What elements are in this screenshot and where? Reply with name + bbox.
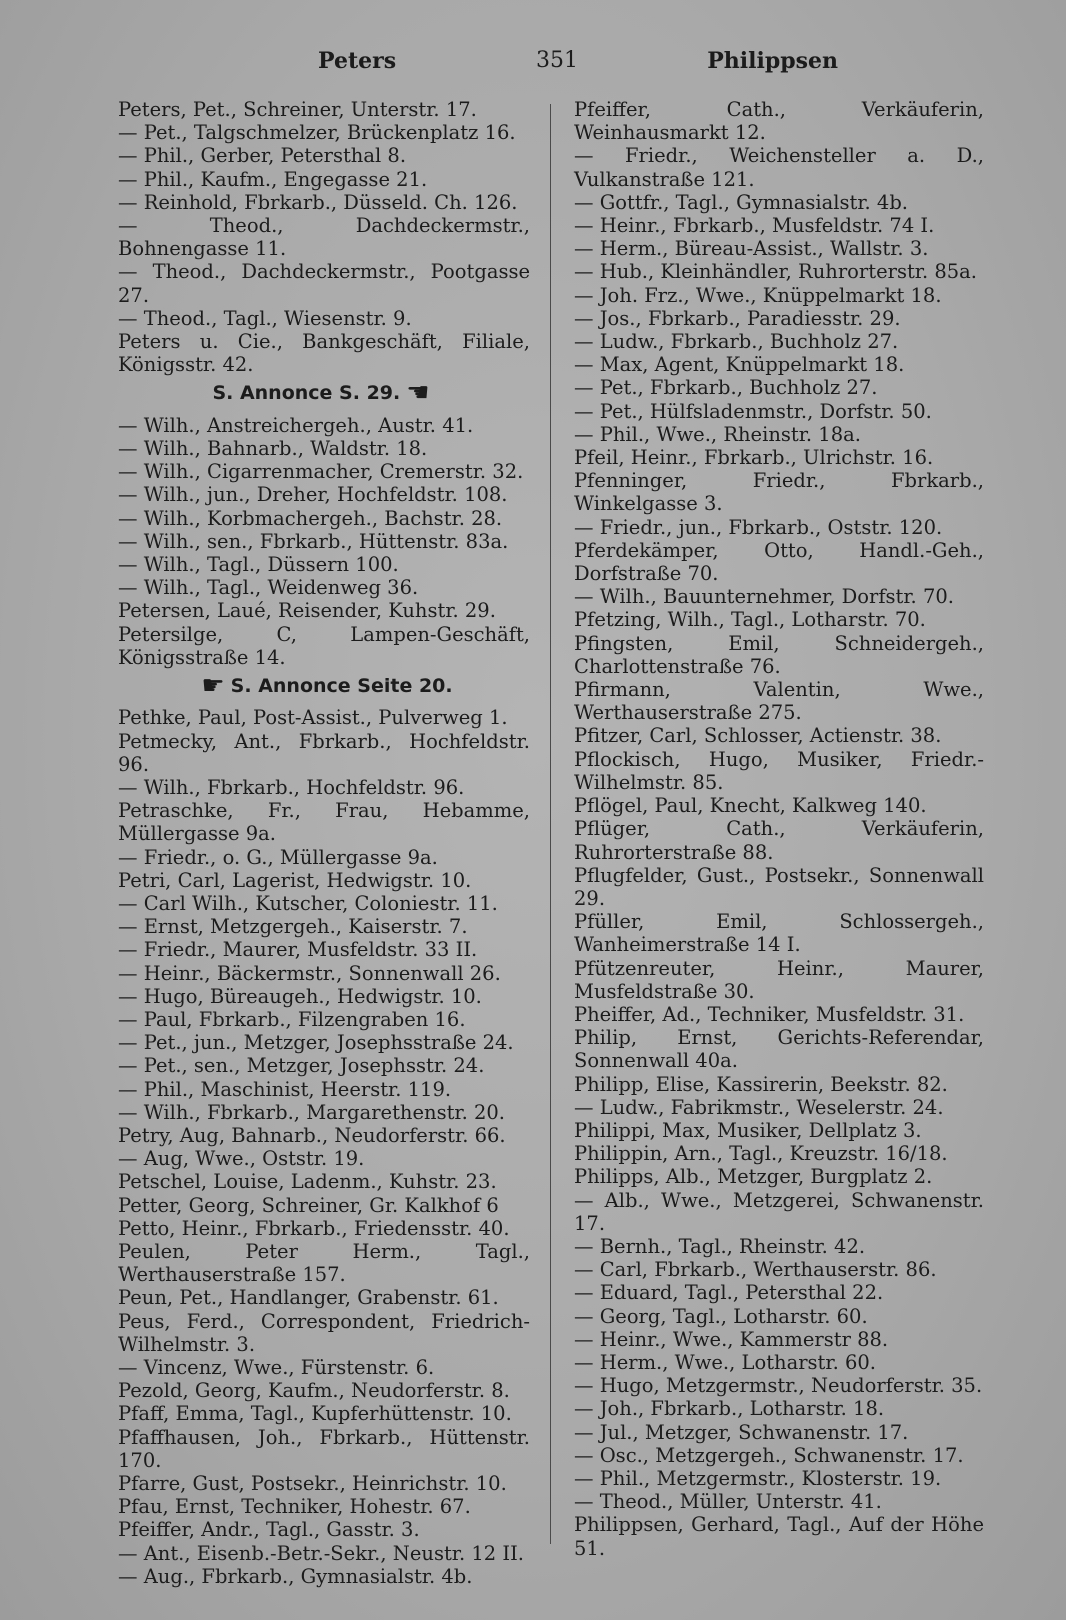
directory-entry: Philip, Ernst, Gerichts-Referendar, Sonnenwall 40a. xyxy=(574,1026,984,1073)
right-column xyxy=(574,98,984,1560)
directory-entry: — Phil., Metzgermstr., Klosterstr. 19. xyxy=(574,1466,942,1490)
directory-entry: — Alb., Wwe., Metzgerei, Schwanenstr. 17. xyxy=(574,1188,984,1235)
annonce-text: S. Annonce Seite 20. xyxy=(230,675,453,698)
directory-entry: Pfeil, Heinr., Fbrkarb., Ulrichstr. 16. xyxy=(574,446,934,470)
directory-entry: — Ernst, Metzgergeh., Kaiserstr. 7. xyxy=(118,915,468,939)
directory-entry: Pfarre, Gust, Postsekr., Heinrichstr. 10. xyxy=(118,1472,507,1495)
directory-entry: — Vincenz, Wwe., Fürstenstr. 6. xyxy=(118,1355,435,1379)
directory-entry: — Hugo, Büreaugeh., Hedwigstr. 10. xyxy=(118,984,482,1008)
directory-entry: — Joh., Fbrkarb., Lotharstr. 18. xyxy=(574,1397,885,1421)
directory-entry: Pfitzer, Carl, Schlosser, Actienstr. 38. xyxy=(574,724,942,748)
directory-entry: — Joh. Frz., Wwe., Knüppelmarkt 18. xyxy=(574,283,942,307)
directory-entry: — Aug., Fbrkarb., Gymnasialstr. 4b. xyxy=(118,1564,473,1588)
left-column xyxy=(118,98,530,1588)
directory-entry: Philippin, Arn., Tagl., Kreuzstr. 16/18. xyxy=(574,1142,948,1166)
annonce-text: S. Annonce S. 29. xyxy=(212,382,401,405)
directory-entry: — Friedr., Weichensteller a. D., Vulkanstraße 121. xyxy=(574,144,984,191)
directory-entry: — Phil., Maschinist, Heerstr. 119. xyxy=(118,1077,452,1101)
directory-entry: Peun, Pet., Handlanger, Grabenstr. 61. xyxy=(118,1286,499,1310)
directory-entry: — Max, Agent, Knüppelmarkt 18. xyxy=(574,353,905,377)
directory-entry: — Gottfr., Tagl., Gymnasialstr. 4b. xyxy=(574,190,908,214)
directory-entry: — Pet., Hülfsladenmstr., Dorfstr. 50. xyxy=(574,399,932,423)
directory-entry: — Wilh., Tagl., Düssern 100. xyxy=(118,552,399,576)
header-left-keyword: Peters xyxy=(318,48,397,74)
directory-entry: Pfirmann, Valentin, Wwe., Werthauserstraße 275. xyxy=(574,678,984,725)
directory-entry: — Phil., Wwe., Rheinstr. 18a. xyxy=(574,422,861,446)
directory-entry: — Hugo, Metzgermstr., Neudorferstr. 35. xyxy=(574,1374,983,1398)
directory-entry: Pezold, Georg, Kaufm., Neudorferstr. 8. xyxy=(118,1379,510,1403)
pointing-hand-icon: ☚ xyxy=(406,378,430,409)
directory-entry: Pheiffer, Ad., Techniker, Musfeldstr. 31. xyxy=(574,1002,965,1026)
directory-entry: — Wilh., Tagl., Weidenweg 36. xyxy=(118,576,419,600)
directory-entry: Petry, Aug, Bahnarb., Neudorferstr. 66. xyxy=(118,1123,506,1147)
annonce-reference xyxy=(118,378,530,409)
directory-entry: Pfau, Ernst, Techniker, Hohestr. 67. xyxy=(118,1495,471,1519)
directory-entry: Peus, Ferd., Correspondent, Friedrich-Wilhelmstr. 3. xyxy=(118,1309,530,1356)
directory-entry: — Ludw., Fabrikmstr., Weselerstr. 24. xyxy=(574,1095,944,1119)
directory-entry: — Reinhold, Fbrkarb., Düsseld. Ch. 126. xyxy=(118,190,518,214)
directory-entry: — Theod., Dachdeckermstr., Pootgasse 27. xyxy=(118,260,530,307)
directory-entry: — Jos., Fbrkarb., Paradiesstr. 29. xyxy=(574,306,901,330)
page-header xyxy=(118,48,948,82)
directory-entry: — Ludw., Fbrkarb., Buchholz 27. xyxy=(574,330,899,354)
directory-entry: — Carl, Fbrkarb., Werthauserstr. 86. xyxy=(574,1258,937,1282)
pointing-hand-icon: ☛ xyxy=(201,670,225,701)
directory-entry: Pflüger, Cath., Verkäuferin, Ruhrorterstraße 88. xyxy=(574,817,984,864)
directory-entry: — Wilh., jun., Dreher, Hochfeldstr. 108. xyxy=(118,483,508,507)
directory-entry: — Jul., Metzger, Schwanenstr. 17. xyxy=(574,1420,909,1444)
directory-entry: Pflockisch, Hugo, Musiker, Friedr.-Wilhelmstr. 85. xyxy=(574,747,984,794)
directory-entry: — Wilh., sen., Fbrkarb., Hüttenstr. 83a. xyxy=(118,529,509,553)
directory-entry: — Wilh., Bauunternehmer, Dorfstr. 70. xyxy=(574,585,954,609)
directory-entry: — Herm., Büreau-Assist., Wallstr. 3. xyxy=(574,237,929,261)
directory-entry: Philippsen, Gerhard, Tagl., Auf der Höhe 51. xyxy=(574,1513,984,1560)
directory-entry: — Herm., Wwe., Lotharstr. 60. xyxy=(574,1350,876,1374)
annonce-reference xyxy=(118,670,530,701)
directory-entry: — Hub., Kleinhändler, Ruhrorterstr. 85a. xyxy=(574,260,977,284)
directory-entry: — Theod., Tagl., Wiesenstr. 9. xyxy=(118,306,412,330)
directory-entry: Petersen, Laué, Reisender, Kuhstr. 29. xyxy=(118,599,496,623)
directory-entry: — Theod., Müller, Unterstr. 41. xyxy=(574,1490,882,1514)
directory-entry: — Ant., Eisenb.-Betr.-Sekr., Neustr. 12 II. xyxy=(118,1541,524,1565)
directory-entry: — Pet., sen., Metzger, Josephsstr. 24. xyxy=(118,1054,485,1078)
directory-entry: Pfützenreuter, Heinr., Maurer, Musfeldstraße 30. xyxy=(574,956,984,1003)
directory-entry: Peters u. Cie., Bankgeschäft, Filiale, Königsstr. 42. xyxy=(118,330,530,377)
directory-entry: — Pet., Talgschmelzer, Brückenplatz 16. xyxy=(118,121,516,145)
directory-entry: Petraschke, Fr., Frau, Hebamme, Müllergasse 9a. xyxy=(118,799,530,846)
page-number: 351 xyxy=(536,48,578,73)
directory-entry: Pfüller, Emil, Schlossergeh., Wanheimerstraße 14 I. xyxy=(574,910,984,957)
directory-entry: Pflögel, Paul, Knecht, Kalkweg 140. xyxy=(574,794,927,818)
directory-entry: — Carl Wilh., Kutscher, Coloniestr. 11. xyxy=(118,891,498,915)
directory-entry: Pfetzing, Wilh., Tagl., Lotharstr. 70. xyxy=(574,608,926,632)
directory-entry: Pferdekämper, Otto, Handl.-Geh., Dorfstraße 70. xyxy=(574,538,984,586)
directory-entry: — Eduard, Tagl., Petersthal 22. xyxy=(574,1281,884,1305)
directory-entry: — Aug, Wwe., Oststr. 19. xyxy=(118,1147,365,1171)
directory-entry: Pfeiffer, Cath., Verkäuferin, Weinhausmarkt 12. xyxy=(574,98,984,145)
directory-entry: Petersilge, C, Lampen-Geschäft, Königsstraße 14. xyxy=(118,622,530,669)
directory-entry: Petri, Carl, Lagerist, Hedwigstr. 10. xyxy=(118,868,472,892)
directory-entry: Philipp, Elise, Kassirerin, Beekstr. 82. xyxy=(574,1072,948,1096)
directory-entry: — Heinr., Wwe., Kammerstr 88. xyxy=(574,1327,889,1351)
directory-entry: — Wilh., Korbmachergeh., Bachstr. 28. xyxy=(118,506,503,530)
directory-entry: — Friedr., Maurer, Musfeldstr. 33 II. xyxy=(118,938,478,962)
directory-entry: Pethke, Paul, Post-Assist., Pulverweg 1. xyxy=(118,706,508,730)
directory-entry: — Wilh., Cigarrenmacher, Cremerstr. 32. xyxy=(118,460,524,484)
directory-entry: — Wilh., Fbrkarb., Margarethenstr. 20. xyxy=(118,1100,506,1124)
directory-entry: — Pet., jun., Metzger, Josephsstraße 24. xyxy=(118,1031,514,1055)
directory-entry: — Osc., Metzgergeh., Schwanenstr. 17. xyxy=(574,1443,964,1467)
directory-entry: — Pet., Fbrkarb., Buchholz 27. xyxy=(574,376,878,400)
directory-entry: — Paul, Fbrkarb., Filzengraben 16. xyxy=(118,1007,466,1031)
directory-entry: — Phil., Kaufm., Engegasse 21. xyxy=(118,167,428,191)
directory-entry: Petto, Heinr., Fbrkarb., Friedensstr. 40. xyxy=(118,1216,510,1240)
directory-entry: — Heinr., Bäckermstr., Sonnenwall 26. xyxy=(118,961,501,985)
column-divider xyxy=(550,104,551,1544)
directory-entry: — Wilh., Fbrkarb., Hochfeldstr. 96. xyxy=(118,775,465,799)
directory-entry: Pfenninger, Friedr., Fbrkarb., Winkelgasse 3. xyxy=(574,469,984,516)
directory-entry: — Georg, Tagl., Lotharstr. 60. xyxy=(574,1304,868,1328)
directory-entry: — Wilh., Bahnarb., Waldstr. 18. xyxy=(118,436,428,460)
directory-entry: — Wilh., Anstreichergeh., Austr. 41. xyxy=(118,413,474,437)
directory-entry: — Friedr., jun., Fbrkarb., Oststr. 120. xyxy=(574,515,943,539)
directory-entry: Petmecky, Ant., Fbrkarb., Hochfeldstr. 96. xyxy=(118,729,530,776)
directory-entry: Pflugfelder, Gust., Postsekr., Sonnenwall 29. xyxy=(574,863,984,910)
directory-entry: — Heinr., Fbrkarb., Musfeldstr. 74 I. xyxy=(574,214,935,238)
directory-entry: — Bernh., Tagl., Rheinstr. 42. xyxy=(574,1234,866,1258)
directory-entry: Philipps, Alb., Metzger, Burgplatz 2. xyxy=(574,1165,933,1189)
directory-entry: Pfaff, Emma, Tagl., Kupferhüttenstr. 10. xyxy=(118,1402,512,1426)
directory-entry: Philippi, Max, Musiker, Dellplatz 3. xyxy=(574,1118,922,1142)
directory-entry: — Friedr., o. G., Müllergasse 9a. xyxy=(118,845,438,869)
directory-entry: Pfaffhausen, Joh., Fbrkarb., Hüttenstr. 170. xyxy=(118,1425,530,1472)
header-right-keyword: Philippsen xyxy=(707,48,838,74)
directory-entry: Petter, Georg, Schreiner, Gr. Kalkhof 6 xyxy=(118,1193,499,1217)
directory-entry: Peters, Pet., Schreiner, Unterstr. 17. xyxy=(118,98,477,121)
directory-entry: — Phil., Gerber, Petersthal 8. xyxy=(118,144,407,168)
directory-entry: — Theod., Dachdeckermstr., Bohnengasse 11. xyxy=(118,214,530,261)
directory-entry: Petschel, Louise, Ladenm., Kuhstr. 23. xyxy=(118,1170,497,1194)
directory-entry: Pfeiffer, Andr., Tagl., Gasstr. 3. xyxy=(118,1518,420,1542)
directory-entry: Pfingsten, Emil, Schneidergeh., Charlottenstraße 76. xyxy=(574,631,984,678)
directory-entry: Peulen, Peter Herm., Tagl., Werthauserstraße 157. xyxy=(118,1239,530,1287)
